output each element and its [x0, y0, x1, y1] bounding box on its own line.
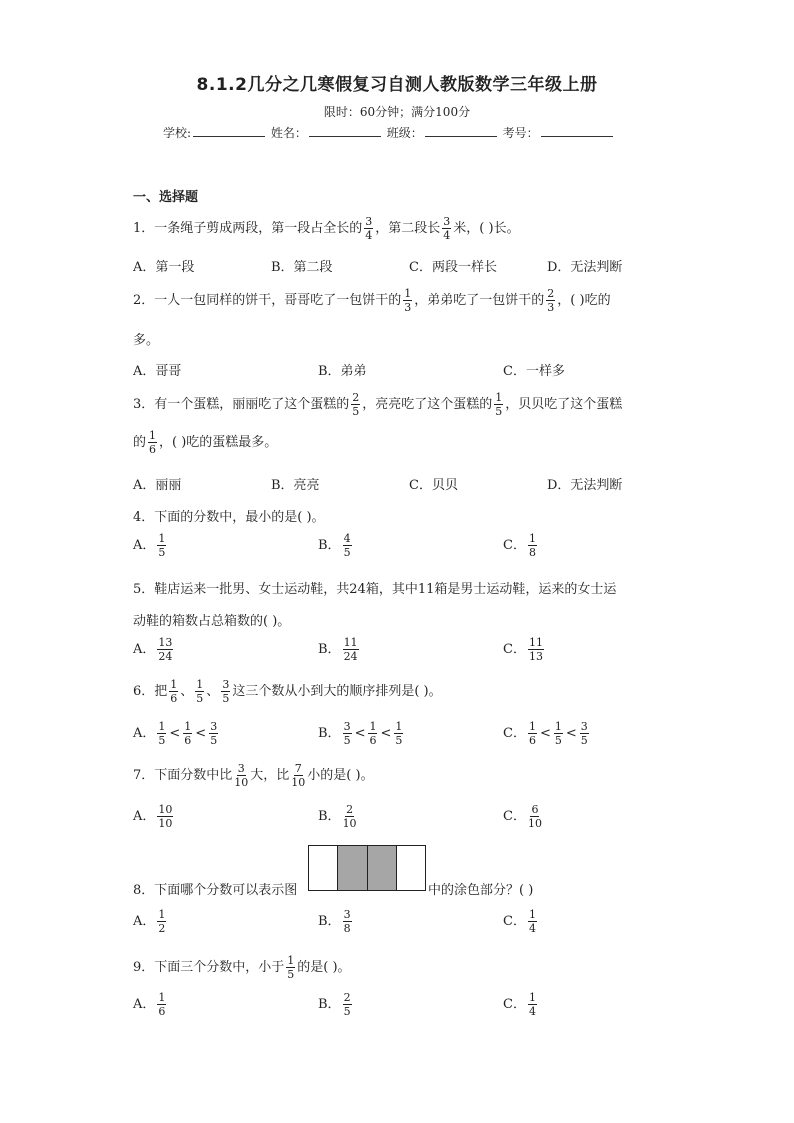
option-a[interactable]: A． $\frac{1}{6}$ — [133, 991, 166, 1018]
option-a[interactable]: A． $\frac{13}{24}$ — [133, 636, 173, 663]
option-c[interactable]: C． $\frac{1}{4}$ — [503, 908, 536, 935]
option-c[interactable]: C． $\frac{6}{10}$ — [503, 803, 542, 830]
fraction: $\frac{3}{4}$ — [443, 215, 451, 242]
option-d[interactable]: D．无法判断 — [547, 478, 623, 493]
question-5-cont: 动鞋的箱数占总箱数的( )。 — [133, 614, 291, 629]
option-c[interactable]: C． $\frac{1}{4}$ — [503, 991, 536, 1018]
option-c[interactable]: C．两段一样长 — [409, 260, 497, 275]
student-info — [163, 124, 615, 141]
name-blank[interactable] — [309, 124, 381, 137]
question-3: 3．有一个蛋糕，丽丽吃了这个蛋糕的 $\frac{2}{5}$ ，亮亮吃了这个蛋糕的 $\frac{1}{5}$ ，贝贝吃了这个蛋糕 — [133, 391, 623, 418]
option-b[interactable]: B．弟弟 — [318, 364, 367, 379]
number-label: 考号： — [502, 126, 539, 140]
fraction: $\frac{1}{5}$ — [495, 391, 503, 418]
time-limit: 限时：60分钟；满分100分 — [323, 105, 471, 119]
option-b[interactable]: B． $\frac{2}{5}$ — [318, 991, 351, 1018]
option-a[interactable]: A．哥哥 — [133, 364, 182, 379]
option-b[interactable]: B． $\frac{2}{10}$ — [318, 803, 357, 830]
option-c[interactable]: C．贝贝 — [409, 478, 458, 493]
page-title: 8.1.2几分之几寒假复习自测人教版数学三年级上册 — [196, 75, 598, 95]
option-b[interactable]: B． $\frac{4}{5}$ — [318, 532, 351, 559]
shaded-cell — [338, 846, 367, 890]
question-5: 5．鞋店运来一批男、女士运动鞋，共24箱，其中11箱是男士运动鞋，运来的女士运 — [133, 582, 617, 597]
option-c[interactable]: C． $\frac{11}{13}$ — [503, 636, 543, 663]
shaded-strip-figure — [308, 845, 426, 891]
option-a[interactable]: A． $\frac{1}{2}$ — [133, 908, 166, 935]
question-8-lead: 8．下面哪个分数可以表示图 — [133, 883, 298, 898]
fraction: $\frac{2}{3}$ — [547, 287, 555, 314]
school-label: 学校: — [163, 126, 192, 140]
option-c[interactable]: C． $\frac{1}{6}$ < $\frac{1}{5}$ < $\frac{3}{5}$ — [503, 720, 588, 747]
option-b[interactable]: B． $\frac{11}{24}$ — [318, 636, 358, 663]
option-a[interactable]: A． $\frac{1}{5}$ < $\frac{1}{6}$ < $\frac{3}{5}$ — [133, 720, 218, 747]
option-a[interactable]: A． $\frac{1}{5}$ — [133, 532, 166, 559]
option-a[interactable]: A． $\frac{10}{10}$ — [133, 803, 173, 830]
question-4: 4．下面的分数中，最小的是( )。 — [133, 510, 325, 525]
school-blank[interactable] — [193, 124, 265, 137]
number-blank[interactable] — [541, 124, 613, 137]
question-2-cont: 多。 — [133, 333, 160, 348]
fraction: $\frac{1}{6}$ — [149, 429, 157, 456]
class-blank[interactable] — [425, 124, 497, 137]
option-a[interactable]: A．丽丽 — [133, 478, 182, 493]
fraction: $\frac{1}{3}$ — [404, 287, 412, 314]
fraction: $\frac{3}{4}$ — [365, 215, 373, 242]
option-b[interactable]: B．第二段 — [271, 260, 333, 275]
option-b[interactable]: B． $\frac{3}{5}$ < $\frac{1}{6}$ < $\frac{1}{5}$ — [318, 720, 403, 747]
question-7: 7．下面分数中比 $\frac{3}{10}$ 大，比 $\frac{7}{10}$ 小的是( )。 — [133, 762, 374, 789]
option-b[interactable]: B．亮亮 — [271, 478, 320, 493]
class-label: 班级： — [386, 126, 423, 140]
question-8-tail: 中的涂色部分？( ) — [428, 883, 534, 898]
option-c[interactable]: C． $\frac{1}{8}$ — [503, 532, 536, 559]
name-label: 姓名： — [270, 126, 307, 140]
unshaded-cell — [309, 846, 338, 890]
unshaded-cell — [397, 846, 425, 890]
option-b[interactable]: B． $\frac{3}{8}$ — [318, 908, 351, 935]
question-9: 9．下面三个分数中，小于 $\frac{1}{5}$ 的是( )。 — [133, 954, 351, 981]
shaded-cell — [368, 846, 397, 890]
question-6: 6．把 $\frac{1}{6}$ 、 $\frac{1}{5}$ 、 $\frac{3}{5}$ 这三个数从小到大的顺序排列是( )。 — [133, 678, 442, 705]
question-2: 2．一人一包同样的饼干，哥哥吃了一包饼干的 $\frac{1}{3}$ ，弟弟吃了一包饼干的 $\frac{2}{3}$ ，( )吃的 — [133, 287, 611, 314]
fraction: $\frac{2}{5}$ — [352, 391, 360, 418]
section-heading: 一、选择题 — [133, 190, 199, 205]
option-a[interactable]: A．第一段 — [133, 260, 195, 275]
question-1: 1．一条绳子剪成两段，第一段占全长的 $\frac{3}{4}$ ，第二段长 $\frac{3}{4}$ 米，( )长。 — [133, 215, 520, 242]
question-3-cont: 的 $\frac{1}{6}$ ，( )吃的蛋糕最多。 — [133, 429, 278, 456]
option-c[interactable]: C．一样多 — [503, 364, 565, 379]
option-d[interactable]: D．无法判断 — [547, 260, 623, 275]
